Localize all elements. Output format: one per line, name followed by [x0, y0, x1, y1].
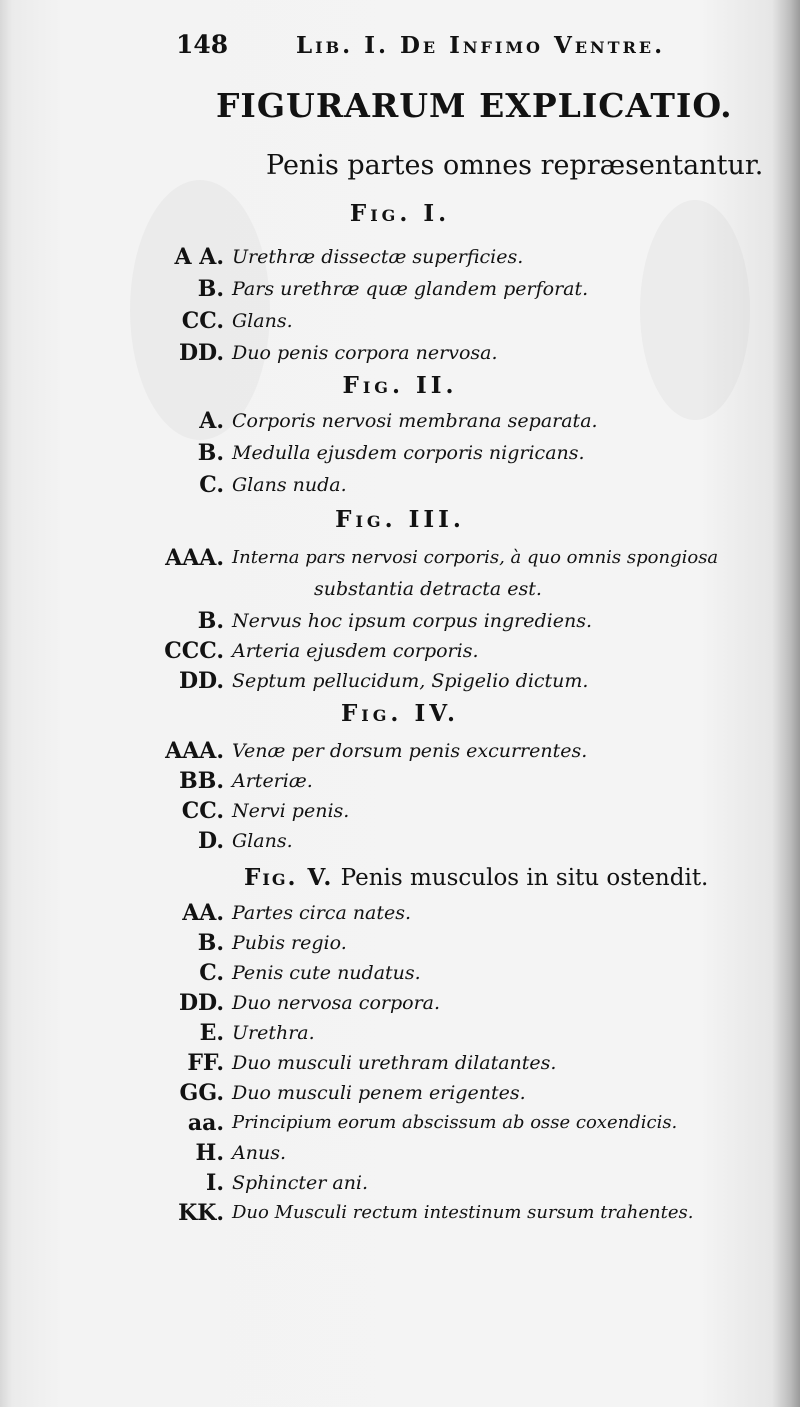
legend-key: GG.	[179, 1080, 224, 1106]
legend-key: C.	[199, 472, 224, 498]
legend-text: Urethræ dissectæ superficies.	[232, 246, 524, 268]
legend-text: Duo penis corpora nervosa.	[232, 342, 498, 364]
legend-text: Septum pellucidum, Spigelio dictum.	[232, 670, 589, 692]
legend-key: KK.	[178, 1200, 224, 1226]
figure-heading-inline	[244, 864, 708, 891]
legend-text: Sphincter ani.	[232, 1172, 369, 1194]
legend-key: AAA.	[165, 738, 224, 764]
legend-key: B.	[197, 930, 224, 956]
figure-heading: Fig. II.	[342, 372, 458, 399]
legend-text: Interna pars nervosi corporis, à quo omnis spongiosa	[232, 547, 719, 568]
legend-text: Arteriæ.	[232, 770, 313, 792]
legend-key: A.	[199, 408, 224, 434]
legend-key: CC.	[181, 798, 224, 824]
legend-key: CC.	[181, 308, 224, 334]
legend-key: D.	[198, 828, 224, 854]
legend-key: DD.	[178, 340, 224, 366]
legend-text: Nervus hoc ipsum corpus ingrediens.	[232, 610, 593, 632]
legend-text: Duo nervosa corpora.	[232, 992, 441, 1014]
legend-text: Principium eorum abscissum ab osse coxendicis.	[232, 1112, 678, 1133]
legend-key: I.	[206, 1170, 224, 1196]
figure-heading: Fig. V.	[244, 864, 334, 891]
legend-key: aa.	[187, 1110, 224, 1136]
legend-text: Arteria ejusdem corporis.	[232, 640, 479, 662]
figure-heading: Fig. I.	[349, 200, 451, 227]
legend-key: FF.	[187, 1050, 224, 1076]
legend-text: Glans.	[232, 310, 293, 332]
legend-text: Urethra.	[232, 1022, 315, 1044]
figure-heading: Fig. IV.	[340, 700, 460, 727]
legend-text: Duo Musculi rectum intestinum sursum trahentes.	[232, 1202, 694, 1223]
legend-text: Anus.	[232, 1142, 286, 1164]
legend-text: Penis cute nudatus.	[232, 962, 421, 984]
legend-key: A A.	[174, 244, 224, 270]
legend-text: Duo musculi penem erigentes.	[232, 1082, 526, 1104]
legend-text: Pars urethræ quæ glandem perforat.	[232, 278, 589, 300]
legend-text-continuation: substantia detracta est.	[314, 578, 542, 600]
legend-text: Medulla ejusdem corporis nigricans.	[232, 442, 585, 464]
legend-key: C.	[199, 960, 224, 986]
page-subtitle: Penis partes omnes repræsentantur.	[266, 150, 764, 181]
legend-key: AA.	[182, 900, 224, 926]
legend-key: DD.	[178, 990, 224, 1016]
legend-text: Duo musculi urethram dilatantes.	[232, 1052, 557, 1074]
legend-key: B.	[197, 608, 224, 634]
page-title: FIGURARUM EXPLICATIO.	[216, 86, 733, 125]
page-header	[176, 28, 736, 64]
legend-text: Pubis regio.	[232, 932, 347, 954]
legend-key: AAA.	[165, 545, 224, 571]
legend-key: CCC.	[164, 638, 224, 664]
legend-key: B.	[197, 440, 224, 466]
legend-text: Partes circa nates.	[232, 902, 412, 924]
legend-key: BB.	[179, 768, 224, 794]
legend-text: Glans nuda.	[232, 474, 347, 496]
page-number: 148	[176, 30, 229, 59]
legend-key: B.	[197, 276, 224, 302]
legend-text: Corporis nervosi membrana separata.	[232, 410, 598, 432]
legend-text: Glans.	[232, 830, 293, 852]
legend-text: Nervi penis.	[232, 800, 350, 822]
running-head: Lib. I. De Infimo Ventre.	[296, 32, 666, 59]
legend-key: E.	[199, 1020, 224, 1046]
legend-key: DD.	[178, 668, 224, 694]
legend-key: H.	[195, 1140, 224, 1166]
figure-heading: Fig. III.	[335, 506, 465, 533]
legend-text: Venæ per dorsum penis excurrentes.	[232, 740, 588, 762]
figure-heading-text: Penis musculos in situ ostendit.	[340, 865, 709, 891]
